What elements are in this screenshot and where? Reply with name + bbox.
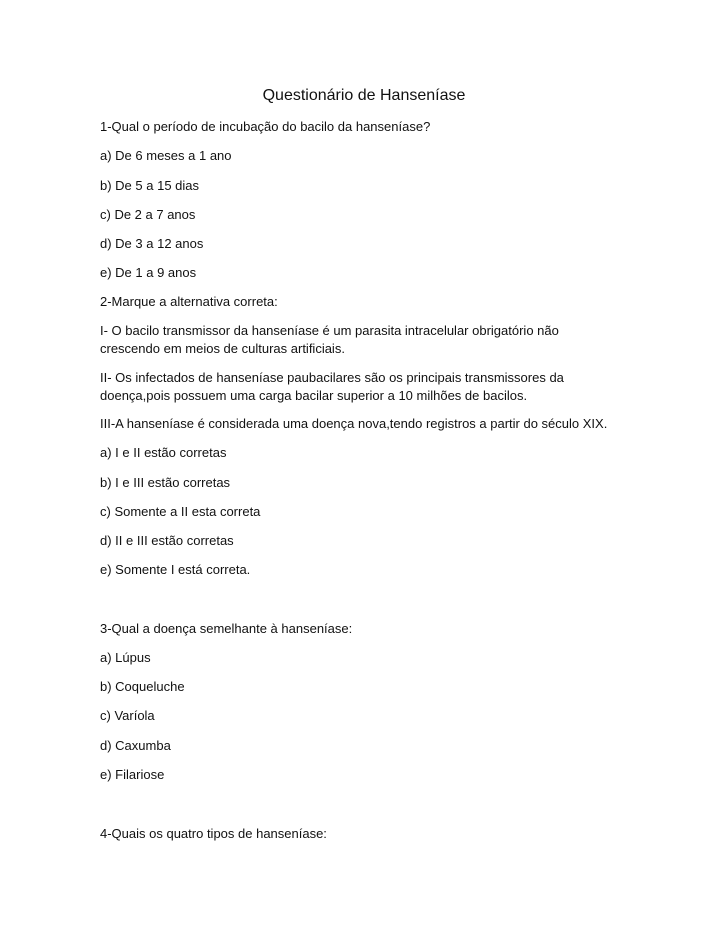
q2-statement-2-line-1: II- Os infectados de hanseníase paubacilares são os principais transmissores da — [100, 370, 564, 385]
question-2: 2-Marque a alternativa correta: — [100, 294, 278, 309]
q1-option-b: b) De 5 a 15 dias — [100, 178, 200, 193]
q3-option-e: e) Filariose — [100, 767, 165, 782]
q3-option-b: b) Coqueluche — [100, 679, 185, 694]
q1-option-d: d) De 3 a 12 anos — [100, 236, 204, 251]
q2-statement-1-line-2: crescendo em meios de culturas artificiais. — [100, 341, 345, 356]
question-1: 1-Qual o período de incubação do bacilo da hanseníase? — [100, 119, 431, 134]
q2-statement-2-line-2: doença,pois possuem uma carga bacilar superior a 10 milhões de bacilos. — [100, 388, 528, 403]
q2-option-b: b) I e III estão corretas — [100, 475, 231, 490]
q3-option-d: d) Caxumba — [100, 738, 171, 753]
q1-option-c: c) De 2 a 7 anos — [100, 207, 196, 222]
q2-option-c: c) Somente a II esta correta — [100, 504, 261, 519]
document-title: Questionário de Hanseníase — [262, 87, 466, 104]
q2-option-e: e) Somente I está correta. — [100, 562, 251, 577]
q2-statement-3: III-A hanseníase é considerada uma doença nova,tendo registros a partir do século XIX. — [100, 416, 608, 431]
q1-option-a: a) De 6 meses a 1 ano — [100, 148, 232, 163]
question-4: 4-Quais os quatro tipos de hanseníase: — [100, 826, 327, 841]
q2-statement-1-line-1: I- O bacilo transmissor da hanseníase é um parasita intracelular obrigatório não — [100, 323, 559, 338]
q3-option-a: a) Lúpus — [100, 650, 151, 665]
q2-option-d: d) II e III estão corretas — [100, 533, 234, 548]
q3-option-c: c) Varíola — [100, 708, 155, 723]
q2-option-a: a) I e II estão corretas — [100, 445, 227, 460]
question-3: 3-Qual a doença semelhante à hanseníase: — [100, 621, 353, 636]
q1-option-e: e) De 1 a 9 anos — [100, 265, 197, 280]
